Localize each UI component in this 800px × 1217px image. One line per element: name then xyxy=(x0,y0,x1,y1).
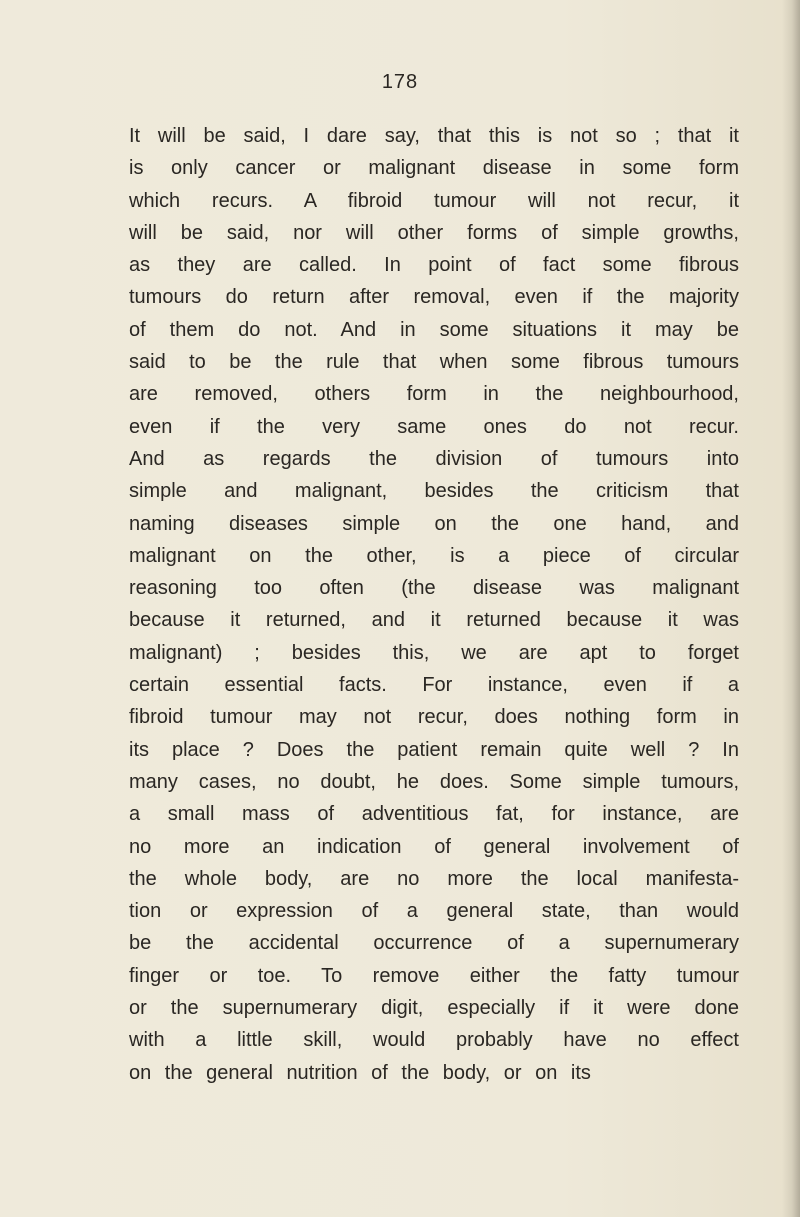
text-line: on the general nutrition of the body, or on its xyxy=(129,1061,591,1084)
text-line: naming diseases simple on the one hand, and xyxy=(129,512,739,535)
text-line: as they are called. In point of fact some fibrous xyxy=(129,254,739,277)
text-line: reasoning too often (the disease was malignant xyxy=(129,577,739,600)
text-line: tion or expression of a general state, than would xyxy=(129,900,739,923)
page-edge-shadow xyxy=(782,0,800,1217)
text-line: with a little skill, would probably have no effect xyxy=(129,1029,739,1052)
text-line: be the accidental occurrence of a supernumerary xyxy=(129,932,739,955)
text-line: no more an indication of general involvement of xyxy=(129,835,739,858)
text-line: certain essential facts. For instance, even if a xyxy=(129,674,739,697)
text-line: many cases, no doubt, he does. Some simple tumours, xyxy=(129,770,739,793)
text-line: a small mass of adventitious fat, for instance, are xyxy=(129,803,739,826)
text-line: It will be said, I dare say, that this is not so ; that it xyxy=(129,125,739,147)
text-line: said to be the rule that when some fibrous tumours xyxy=(129,351,739,374)
text-line: simple and malignant, besides the criticism that xyxy=(129,480,739,503)
text-line: of them do not. And in some situations it may be xyxy=(129,318,739,341)
text-line: finger or toe. To remove either the fatty tumour xyxy=(129,964,739,987)
text-line: its place ? Does the patient remain quite well ? In xyxy=(129,738,739,761)
text-line: fibroid tumour may not recur, does nothing form in xyxy=(129,706,739,729)
text-line: malignant) ; besides this, we are apt to forget xyxy=(129,641,739,664)
text-line: will be said, nor will other forms of simple growths, xyxy=(129,221,739,244)
text-line: the whole body, are no more the local manifesta- xyxy=(129,867,739,890)
text-line: are removed, others form in the neighbourhood, xyxy=(129,383,739,406)
text-line: is only cancer or malignant disease in some form xyxy=(129,157,739,180)
text-line: malignant on the other, is a piece of circular xyxy=(129,544,739,567)
text-line: And as regards the division of tumours into xyxy=(129,447,739,470)
page-number: 178 xyxy=(381,71,419,93)
body-text xyxy=(129,120,739,1089)
text-line: tumours do return after removal, even if the majority xyxy=(129,286,739,309)
text-line: even if the very same ones do not recur. xyxy=(129,415,739,438)
text-line: because it returned, and it returned because it was xyxy=(129,609,739,632)
text-line: which recurs. A fibroid tumour will not recur, it xyxy=(129,189,739,212)
text-line: or the supernumerary digit, especially if it were done xyxy=(129,997,739,1020)
